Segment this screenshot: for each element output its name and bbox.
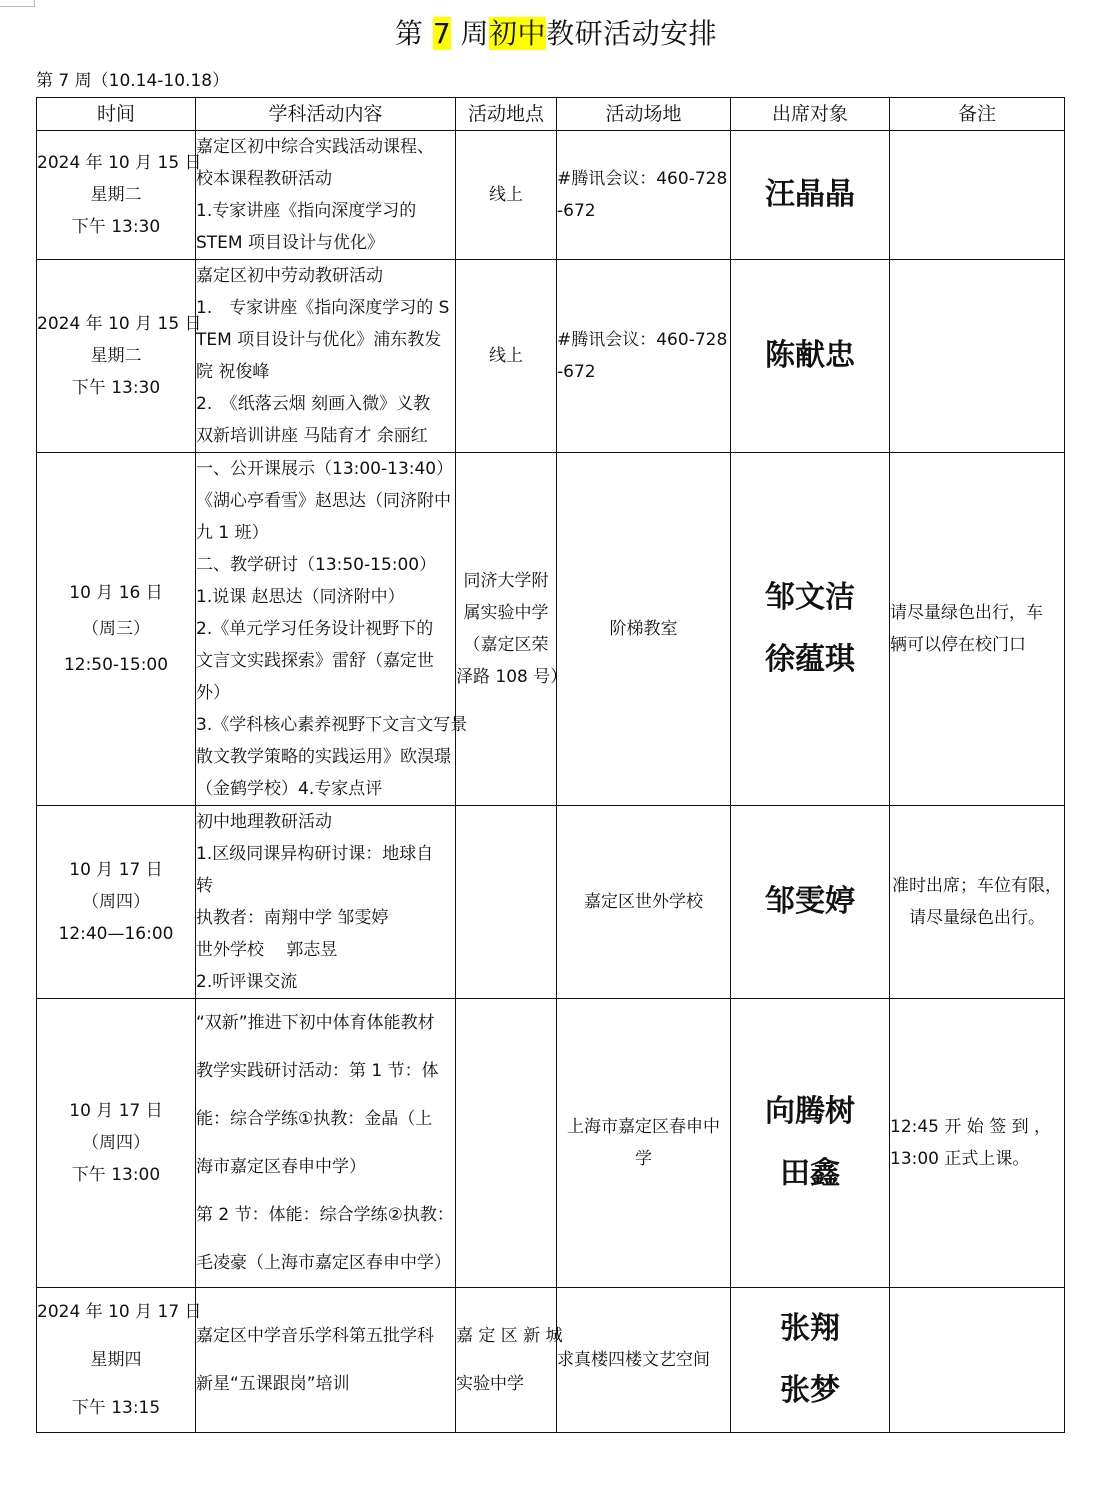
cell-content: “双新”推进下初中体育体能教材 教学实践研讨活动：第 1 节：体 能：综合学练①执教：金晶（上 海市嘉定区春申中学） 第 2 节：体能：综合学练②执教： 毛凌豪（上海市嘉定区春申中学） bbox=[196, 999, 456, 1288]
header-notes: 备注 bbox=[890, 98, 1065, 131]
cell-location bbox=[456, 999, 557, 1288]
table-row bbox=[37, 806, 1065, 999]
header-time: 时间 bbox=[37, 98, 196, 131]
cell-time: 10 月 17 日 （周四） 12:40—16:00 bbox=[37, 806, 196, 999]
table-row bbox=[37, 453, 1065, 806]
cell-notes: 请尽量绿色出行，车 辆可以停在校门口 bbox=[890, 453, 1065, 806]
highlight-junior: 初中 bbox=[489, 17, 547, 50]
table-row bbox=[37, 999, 1065, 1288]
cell-time: 2024 年 10 月 17 日 星期四 下午 13:15 bbox=[37, 1288, 196, 1433]
cell-location: 嘉 定 区 新 城 实验中学 bbox=[456, 1288, 557, 1433]
cell-attendees: 汪晶晶 bbox=[731, 131, 890, 260]
cell-content: 嘉定区初中综合实践活动课程、 校本课程教研活动 1.专家讲座《指向深度学习的 STEM 项目设计与优化》 bbox=[196, 131, 456, 260]
cell-location: 同济大学附 属实验中学 （嘉定区荣 泽路 108 号） bbox=[456, 453, 557, 806]
cell-venue: 阶梯教室 bbox=[557, 453, 731, 806]
header-venue: 活动场地 bbox=[557, 98, 731, 131]
header-content: 学科活动内容 bbox=[196, 98, 456, 131]
cell-venue: 求真楼四楼文艺空间 bbox=[557, 1288, 731, 1433]
header-attendees: 出席对象 bbox=[731, 98, 890, 131]
cell-location bbox=[456, 806, 557, 999]
cell-venue: 上海市嘉定区春申中 学 bbox=[557, 999, 731, 1288]
cell-content: 一、公开课展示（13:00-13:40） 《湖心亭看雪》赵思达（同济附中 九 1 班） 二、教学研讨（13:50-15:00） 1.说课 赵思达（同济附中） 2.《单元学习任务设计视野下的 文言文实践探索》雷舒（嘉定世 外） 3.《学科核心素养视野下文言文写景 散文教学策略的实践运用》欧淏璟 （金鹤学校）4.专家点评 bbox=[196, 453, 456, 806]
cell-content: 嘉定区中学音乐学科第五批学科 新星“五课跟岗”培训 bbox=[196, 1288, 456, 1433]
highlight-week-number: 7 bbox=[432, 17, 452, 50]
cell-notes bbox=[890, 1288, 1065, 1433]
cell-attendees: 邹文洁 徐蕴琪 bbox=[731, 453, 890, 806]
week-label: 第 7 周（10.14-10.18） bbox=[36, 71, 230, 91]
cell-notes bbox=[890, 260, 1065, 453]
cell-attendees: 陈献忠 bbox=[731, 260, 890, 453]
cell-venue: 嘉定区世外学校 bbox=[557, 806, 731, 999]
schedule-table bbox=[36, 97, 1065, 1433]
cell-location: 线上 bbox=[456, 131, 557, 260]
cell-content: 嘉定区初中劳动教研活动 1. 专家讲座《指向深度学习的 S TEM 项目设计与优化》浦东教发 院 祝俊峰 2. 《纸落云烟 刻画入微》义教 双新培训讲座 马陆育才 余丽红 bbox=[196, 260, 456, 453]
table-row bbox=[37, 1288, 1065, 1433]
cell-attendees: 邹雯婷 bbox=[731, 806, 890, 999]
table-row bbox=[37, 260, 1065, 453]
cell-time: 10 月 16 日 （周三） 12:50-15:00 bbox=[37, 453, 196, 806]
page-title: 第 7 周初中教研活动安排 bbox=[394, 17, 718, 50]
cell-venue: #腾讯会议：460-728 -672 bbox=[557, 131, 731, 260]
cell-notes: 12:45 开 始 签 到 ， 13:00 正式上课。 bbox=[890, 999, 1065, 1288]
cell-time: 2024 年 10 月 15 日 星期二 下午 13:30 bbox=[37, 131, 196, 260]
table-row bbox=[37, 131, 1065, 260]
cell-content: 初中地理教研活动 1.区级同课异构研讨课：地球自 转 执教者：南翔中学 邹雯婷 世外学校 郭志昱 2.听评课交流 bbox=[196, 806, 456, 999]
cell-attendees: 张翔 张梦 bbox=[731, 1288, 890, 1433]
page-corner-mark bbox=[0, 0, 35, 7]
cell-time: 10 月 17 日 （周四） 下午 13:00 bbox=[37, 999, 196, 1288]
header-location: 活动地点 bbox=[456, 98, 557, 131]
cell-notes: 准时出席；车位有限， 请尽量绿色出行。 bbox=[890, 806, 1065, 999]
cell-venue: #腾讯会议：460-728 -672 bbox=[557, 260, 731, 453]
cell-notes bbox=[890, 131, 1065, 260]
header-row bbox=[37, 98, 1065, 131]
cell-location: 线上 bbox=[456, 260, 557, 453]
cell-time: 2024 年 10 月 15 日 星期二 下午 13:30 bbox=[37, 260, 196, 453]
cell-attendees: 向腾树 田鑫 bbox=[731, 999, 890, 1288]
